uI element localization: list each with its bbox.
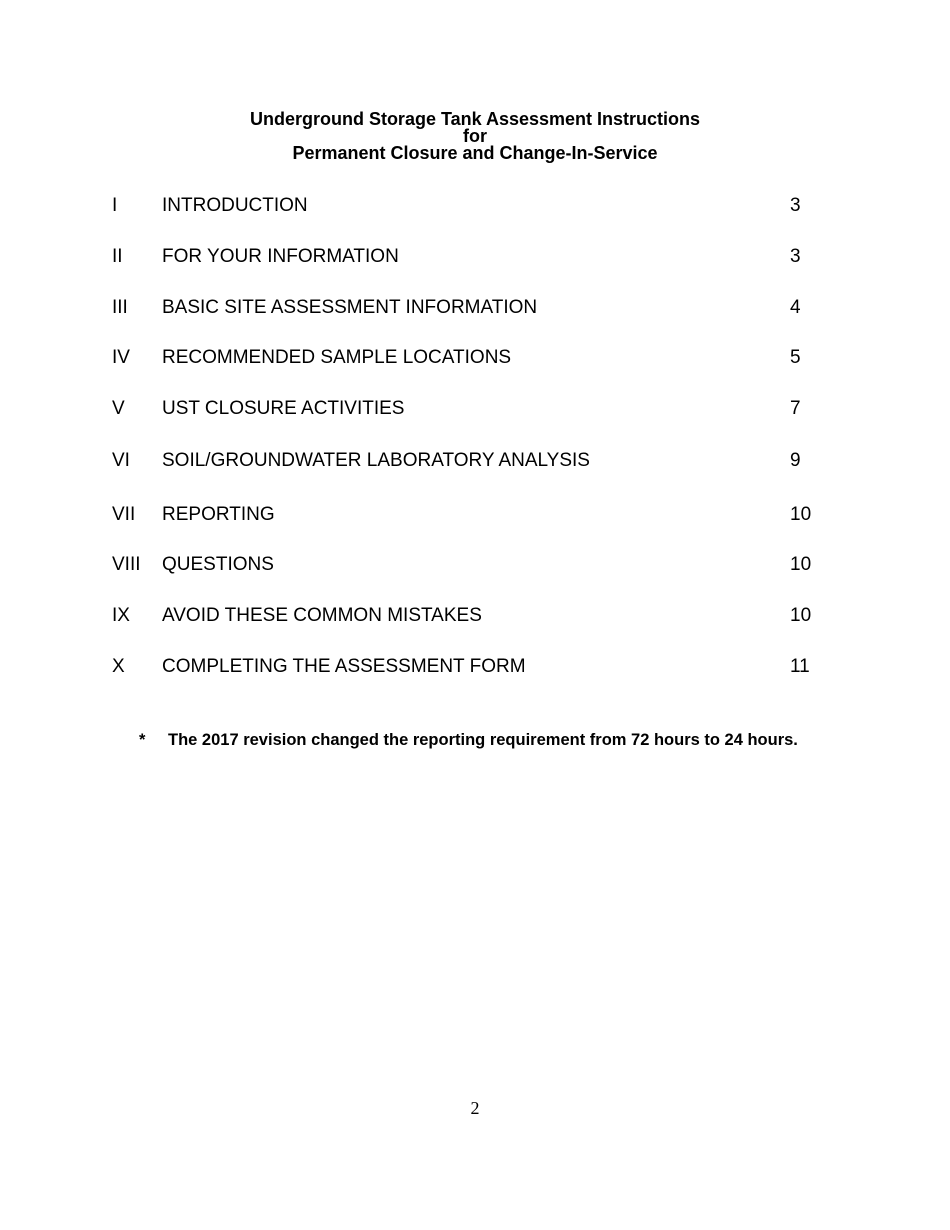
- toc-row-questions: [0, 552, 950, 578]
- toc-number: I: [112, 195, 118, 216]
- revision-note-text: The 2017 revision changed the reporting requirement from 72 hours to 24 hours.: [168, 731, 798, 749]
- toc-number: III: [112, 297, 128, 318]
- toc-row-basic-site-assessment: [0, 295, 950, 321]
- toc-page: 11: [790, 656, 810, 677]
- toc-label: AVOID THESE COMMON MISTAKES: [162, 605, 482, 626]
- toc-page: 7: [790, 398, 801, 419]
- toc-label: FOR YOUR INFORMATION: [162, 246, 399, 267]
- toc-row-reporting: [0, 502, 950, 528]
- toc-page: 4: [790, 297, 801, 318]
- toc-label: RECOMMENDED SAMPLE LOCATIONS: [162, 347, 512, 368]
- toc-label: REPORTING: [162, 504, 275, 525]
- toc-number: IX: [112, 605, 130, 626]
- toc-label: SOIL/GROUNDWATER LABORATORY ANALYSIS: [162, 450, 590, 471]
- toc-number: VIII: [112, 554, 141, 575]
- toc-page: 10: [790, 504, 812, 525]
- title-line-2: for: [463, 126, 487, 146]
- toc-page: 10: [790, 554, 812, 575]
- toc-row-common-mistakes: [0, 603, 950, 629]
- toc-number: X: [112, 656, 125, 677]
- toc-number: VI: [112, 450, 130, 471]
- toc-page: 3: [790, 195, 801, 216]
- toc-row-laboratory-analysis: [0, 448, 950, 474]
- title-line-1: Underground Storage Tank Assessment Instructions: [249, 109, 701, 129]
- toc-page: 5: [790, 347, 801, 368]
- toc-row-introduction: [0, 193, 950, 219]
- toc-label: BASIC SITE ASSESSMENT INFORMATION: [162, 297, 538, 318]
- toc-page: 3: [790, 246, 801, 267]
- toc-row-for-your-information: [0, 244, 950, 270]
- toc-number: V: [112, 398, 125, 419]
- document-title: [0, 111, 950, 162]
- toc-number: IV: [112, 347, 130, 368]
- toc-row-completing-form: [0, 654, 950, 680]
- toc-number: II: [112, 246, 123, 267]
- toc-row-recommended-sample-locations: [0, 345, 950, 371]
- revision-note: [0, 729, 950, 751]
- title-line-3: Permanent Closure and Change-In-Service: [292, 143, 658, 163]
- page-number: 2: [470, 1098, 480, 1118]
- toc-label: UST CLOSURE ACTIVITIES: [162, 398, 405, 419]
- toc-number: VII: [112, 504, 136, 525]
- toc-page: 10: [790, 605, 812, 626]
- toc-label: QUESTIONS: [162, 554, 274, 575]
- toc-page: 9: [790, 450, 801, 471]
- asterisk-marker: *: [139, 731, 146, 749]
- toc-label: INTRODUCTION: [162, 195, 308, 216]
- toc-label: COMPLETING THE ASSESSMENT FORM: [162, 656, 526, 677]
- toc-row-ust-closure-activities: [0, 396, 950, 422]
